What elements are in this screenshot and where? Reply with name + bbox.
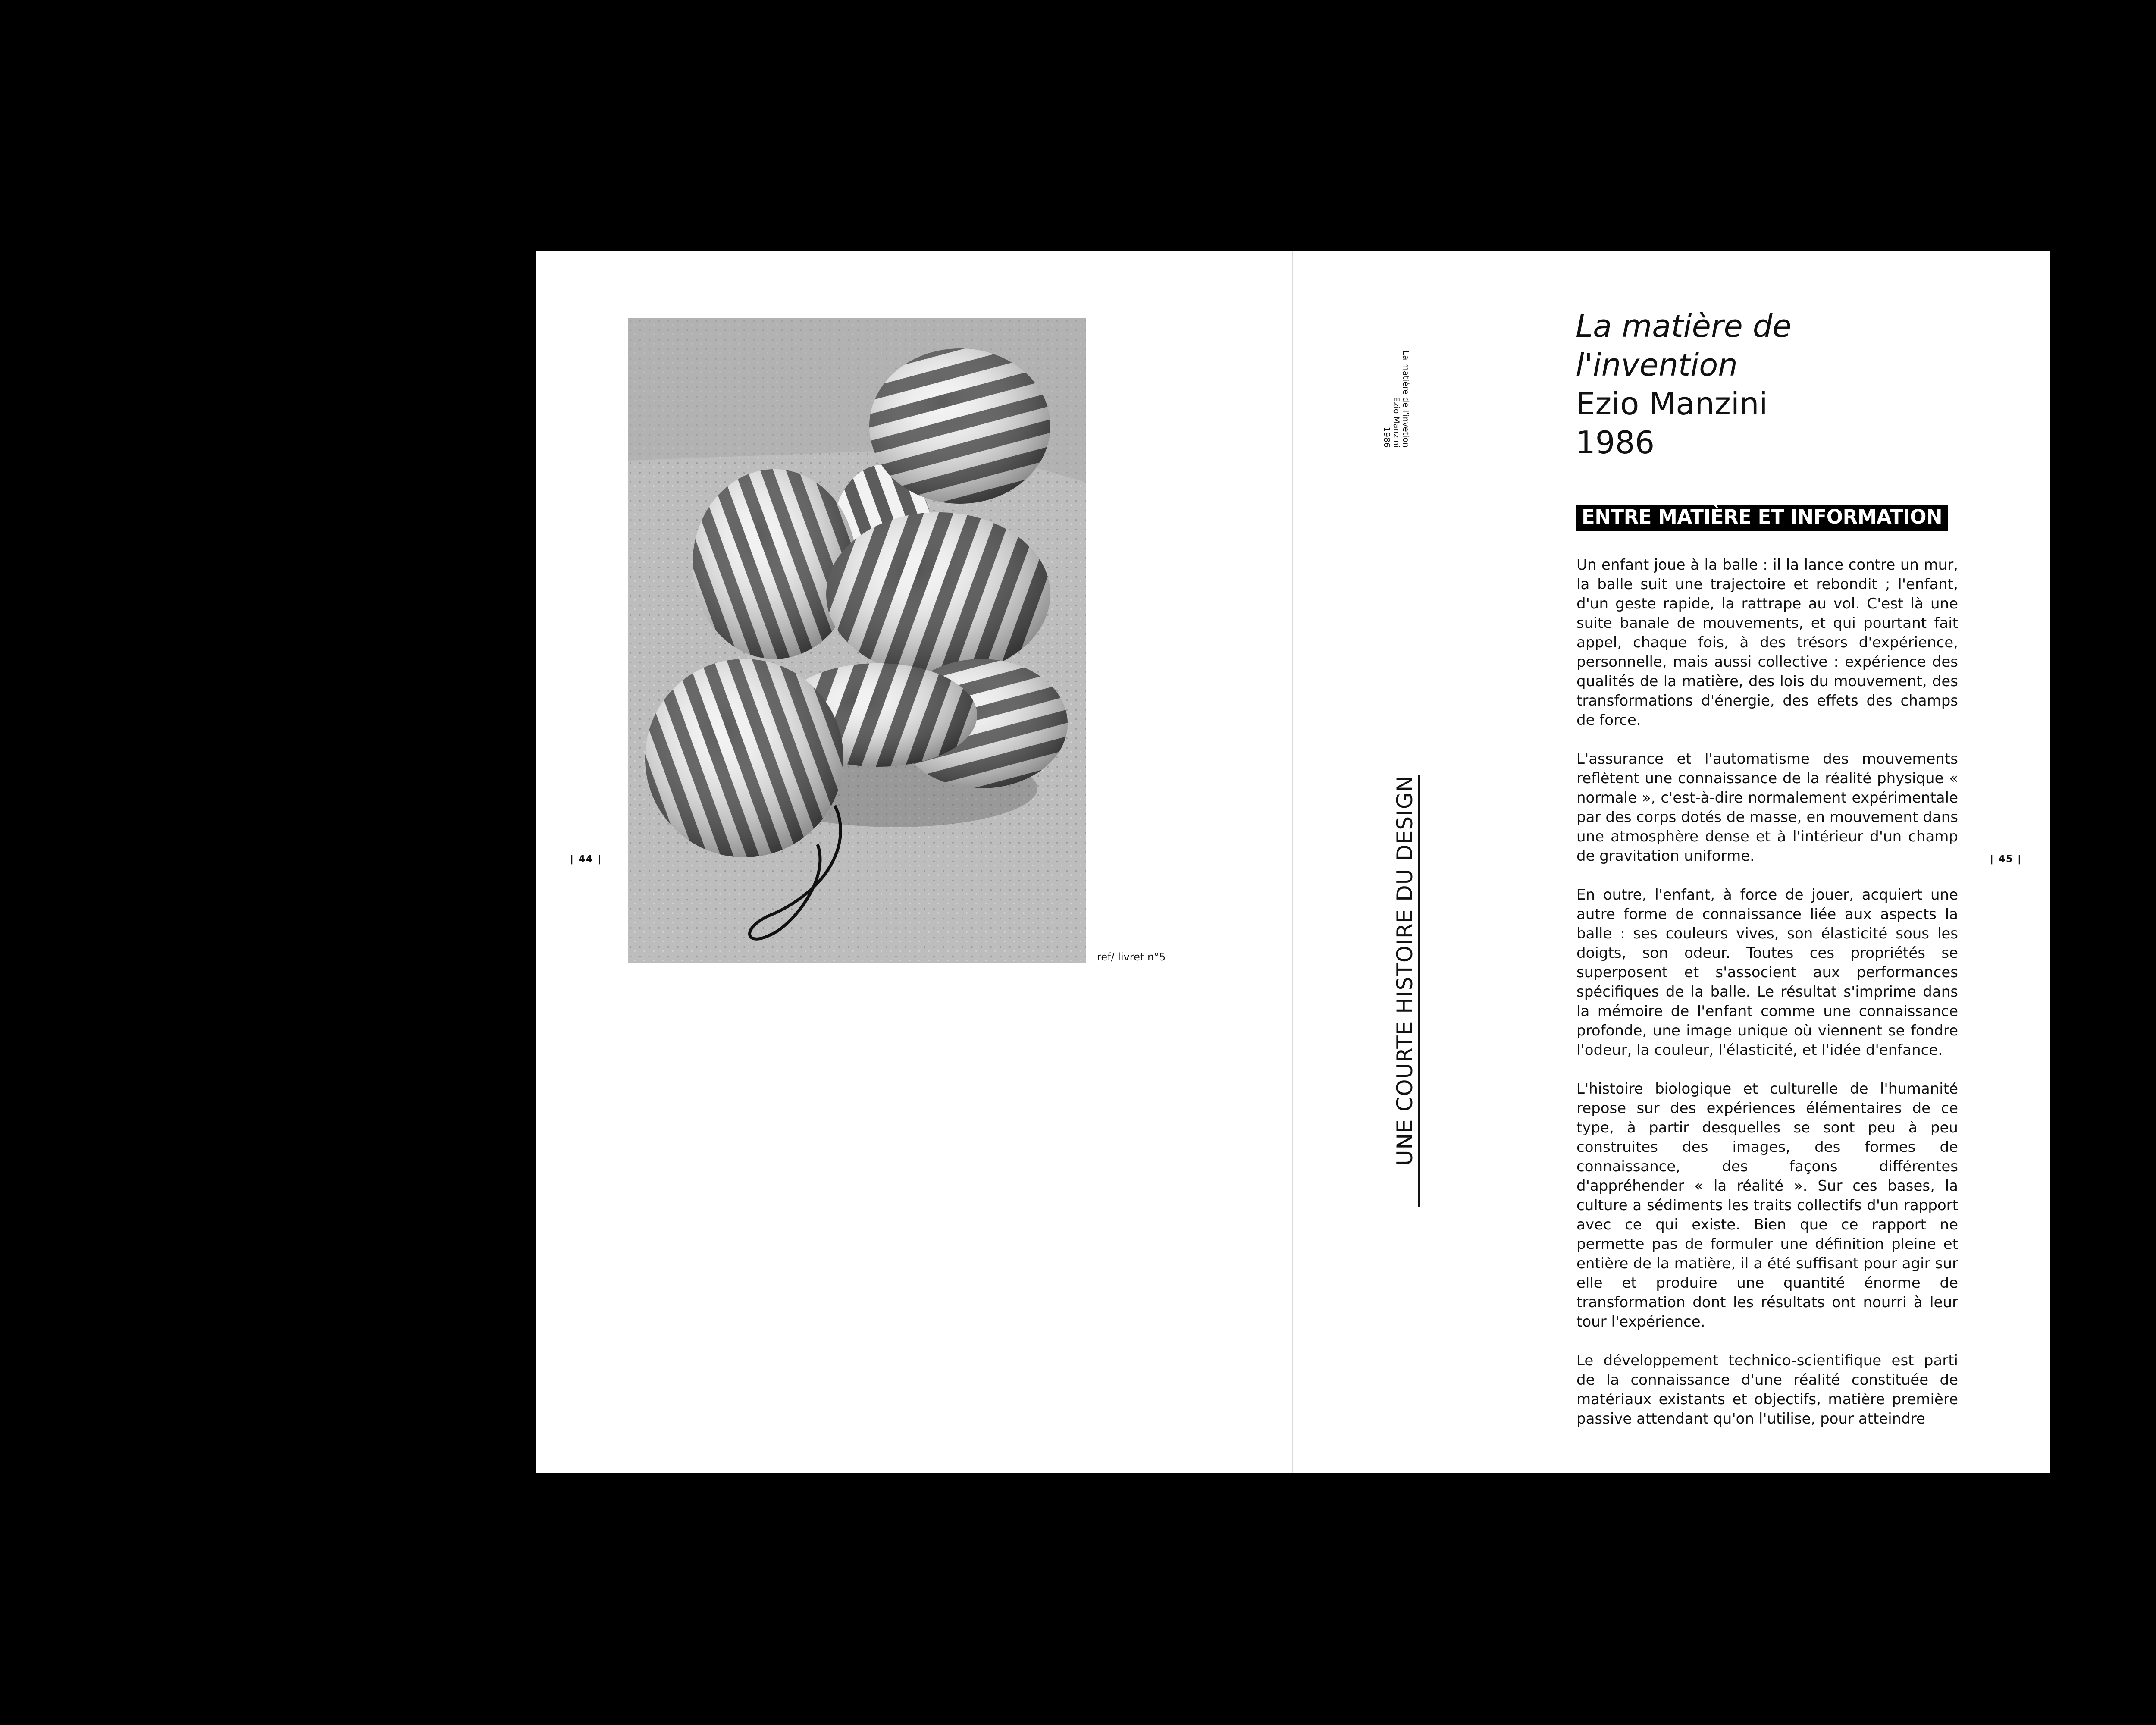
paragraph: Le développement technico-scientifique est parti de la connaissance d'une réalité constituée de matériaux existants et objectifs, matière première passive attendant qu'on l'utilise, pour atteindre — [1576, 1352, 1958, 1427]
left-page — [536, 251, 1293, 1473]
body-text — [1576, 555, 1958, 1448]
paragraph: Un enfant joue à la balle : il la lance contre un mur, la balle suit une trajectoire et rebondit ; l'enfant, d'un geste rapide, la rattrape au vol. C'est là une suite banale de mouvements, et qui pourtant fait appel, chaque fois, à des trésors d'expérience, personnelle, mais aussi collective : expérience des qualités de la matière, des lois du mouvement, des transformations d'énergie, des effets des champs de force. — [1576, 556, 1958, 729]
page-number-left: | 44 | — [570, 854, 602, 865]
page-number-right: | 45 | — [1990, 854, 2022, 865]
chapter-title — [1576, 307, 1792, 462]
running-header-year: 1986 — [1382, 427, 1391, 448]
title-line-2: l'invention — [1576, 347, 1738, 383]
paragraph: En outre, l'enfant, à force de jouer, acquiert une autre forme de connaissance liée aux aspects la balle : ses couleurs vives, son élasticité sous les doigts, son odeur. Toutes ces propriétés se superposent et s'associent aux performances spécifiques de la balle. Le résultat s'imprime dans la mémoire de l'enfant comme une connaissance profonde, une image unique où viennent se fondre l'odeur, la couleur, l'élasticité, et l'idée d'enfance. — [1576, 886, 1958, 1059]
title-year: 1986 — [1576, 424, 1655, 461]
striped-armchair-photo — [628, 318, 1086, 963]
title-line-1: La matière de — [1576, 308, 1792, 344]
section-tag: ENTRE MATIÈRE ET INFORMATION — [1576, 505, 1948, 531]
photo-caption: ref/ livret n°5 — [1097, 951, 1166, 963]
paragraph: L'histoire biologique et culturelle de l'humanité repose sur des expériences élémentaires de ce type, à partir desquelles se sont peu à peu construites des images, des formes de connaissance, des façons différentes d'appréhender « la réalité ». Sur ces bases, la culture a sédiments les traits collectifs d'un rapport avec ce qui existe. Bien que ce rapport ne permette pas de formuler une définition pleine et entière de la matière, il a été suffisant pour agir sur elle et produire une quantité énorme de transformation dont les résultats ont nourri à leur tour l'expérience. — [1576, 1080, 1958, 1330]
paragraph: L'assurance et l'automatisme des mouvements reflètent une connaissance de la réalité physique « normale », c'est-à-dire normalement expérimentale par des corps dotés de masse, en mouvement dans une atmosphère dense et à l'intérieur d'un champ de gravitation uniforme. — [1576, 750, 1958, 865]
right-page — [1293, 251, 2050, 1473]
running-header — [1382, 318, 1410, 448]
running-header-author: Ezio Manzini — [1391, 397, 1401, 448]
section-title-text: UNE COURTE HISTOIRE DU DESIGN — [1392, 775, 1420, 1207]
title-author: Ezio Manzini — [1576, 386, 1768, 422]
running-header-title: La matière de l'invetion — [1401, 351, 1410, 448]
section-title-vertical — [1392, 775, 1418, 1207]
